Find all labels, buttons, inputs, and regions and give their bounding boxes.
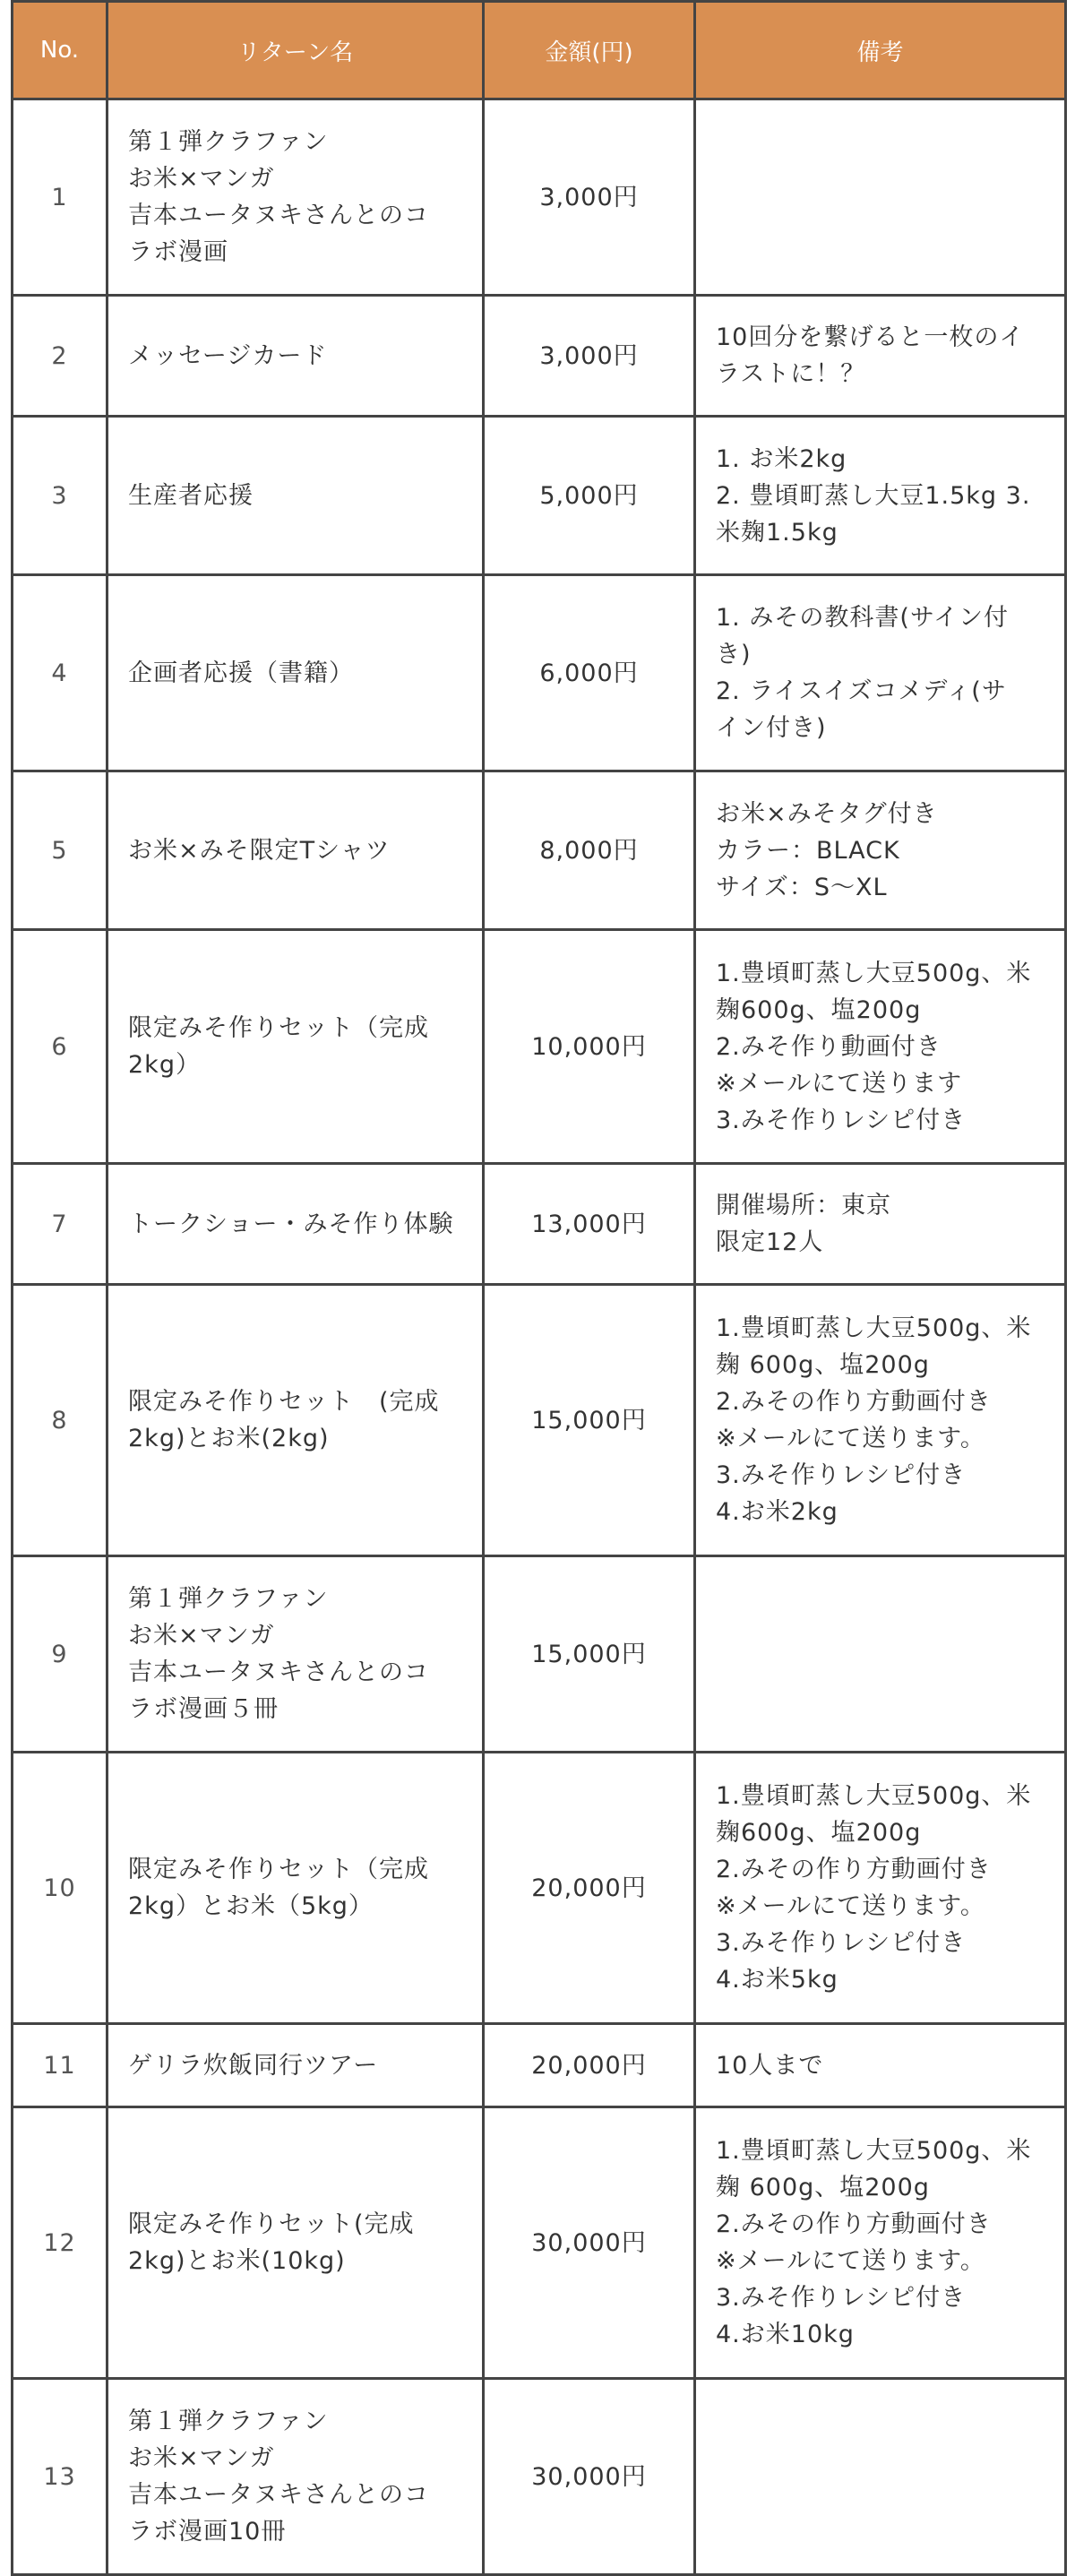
table-row — [13, 1285, 1066, 1556]
header-note: 備考 — [695, 2, 1066, 99]
cell-no: 3 — [13, 417, 108, 575]
note-line: 1. みその教科書(サイン付 — [716, 604, 1009, 632]
note-line: 3.みそ作りレシピ付き — [716, 1929, 967, 1957]
note-line: 2. 豊頃町蒸し大豆1.5kg 3. — [716, 481, 1031, 510]
table-body — [13, 99, 1066, 2575]
cell-note — [695, 930, 1066, 1164]
table-row — [13, 575, 1066, 771]
cell-note — [695, 2107, 1066, 2379]
cell-return-name — [108, 930, 484, 1164]
note-line: サイズ：S〜XL — [716, 873, 888, 901]
cell-price: 5,000円 — [484, 417, 695, 575]
note-line: ※メールにて送ります。 — [716, 2247, 985, 2275]
return-name-line: 2kg） — [128, 1051, 201, 1079]
note-line: ※メールにて送ります。 — [716, 1425, 985, 1452]
cell-return-name — [108, 1285, 484, 1556]
note-line: 2.みその作り方動画付き — [716, 1856, 992, 1883]
cell-note — [695, 1556, 1066, 1753]
note-line: 米麹1.5kg — [716, 518, 838, 547]
return-name-line: 生産者応援 — [128, 481, 254, 510]
cell-price: 8,000円 — [484, 771, 695, 930]
table-row — [13, 1753, 1066, 2024]
table-row — [13, 1164, 1066, 1285]
return-name-line: ラボ漫画５冊 — [128, 1695, 279, 1723]
note-line: 4.お米5kg — [716, 1966, 838, 1994]
table-header — [13, 2, 1066, 99]
cell-no: 6 — [13, 930, 108, 1164]
cell-note — [695, 99, 1066, 296]
table-row — [13, 2107, 1066, 2379]
cell-no: 8 — [13, 1285, 108, 1556]
note-line: 1.豊頃町蒸し大豆500g、米 — [716, 1782, 1032, 1810]
cell-no: 5 — [13, 771, 108, 930]
cell-no: 11 — [13, 2024, 108, 2107]
header-return-name: リターン名 — [108, 2, 484, 99]
note-line: イン付き) — [716, 714, 827, 742]
cell-return-name — [108, 2107, 484, 2379]
cell-note — [695, 1753, 1066, 2024]
cell-price: 20,000円 — [484, 1753, 695, 2024]
table-row — [13, 1556, 1066, 1753]
table-row — [13, 417, 1066, 575]
cell-price: 15,000円 — [484, 1285, 695, 1556]
return-name-line: メッセージカード — [128, 341, 328, 370]
cell-price: 3,000円 — [484, 296, 695, 417]
cell-price: 15,000円 — [484, 1556, 695, 1753]
note-line: 麹600g、塩200g — [716, 1819, 922, 1847]
return-name-line: トークショー・みそ作り体験 — [128, 1210, 454, 1238]
cell-note — [695, 296, 1066, 417]
return-name-line: 2kg)とお米(2kg) — [128, 1425, 330, 1452]
return-name-line: 第１弾クラファン — [128, 1585, 329, 1613]
note-line: 4.お米2kg — [716, 1498, 838, 1526]
note-line: 2.みその作り方動画付き — [716, 1388, 992, 1416]
header-no: No. — [13, 2, 108, 99]
note-line: き) — [716, 641, 752, 668]
cell-price: 13,000円 — [484, 1164, 695, 1285]
note-line: ※メールにて送ります — [716, 1069, 963, 1098]
note-line: ラストに！？ — [716, 360, 866, 388]
return-name-line: 第１弾クラファン — [128, 2408, 329, 2435]
cell-return-name — [108, 99, 484, 296]
table-row — [13, 296, 1066, 417]
cell-return-name — [108, 575, 484, 771]
cell-no: 9 — [13, 1556, 108, 1753]
note-line: 限定12人 — [716, 1228, 824, 1256]
return-name-line: 限定みそ作りセット（完成 — [128, 1856, 429, 1883]
return-name-line: お米×マンガ — [128, 165, 275, 193]
return-name-line: 限定みそ作りセット (完成 — [128, 1388, 440, 1416]
note-line: 1.豊頃町蒸し大豆500g、米 — [716, 2137, 1032, 2165]
note-line: 開催場所：東京 — [716, 1192, 891, 1219]
cell-no: 12 — [13, 2107, 108, 2379]
table-row — [13, 2024, 1066, 2107]
return-name-line: 2kg）とお米（5kg） — [128, 1892, 374, 1920]
cell-return-name — [108, 296, 484, 417]
cell-no: 4 — [13, 575, 108, 771]
return-name-line: 吉本ユータヌキさんとのコ — [128, 202, 429, 229]
return-name-line: ラボ漫画10冊 — [128, 2518, 287, 2546]
note-line: 2. ライスイズコメディ(サ — [716, 677, 1007, 705]
cell-note — [695, 2024, 1066, 2107]
header-price: 金額(円) — [484, 2, 695, 99]
cell-price: 30,000円 — [484, 2379, 695, 2575]
return-name-line: 第１弾クラファン — [128, 128, 329, 156]
return-name-line: 限定みそ作りセット(完成 — [128, 2210, 415, 2238]
return-name-line: お米×みそ限定Tシャツ — [128, 836, 391, 865]
cell-return-name — [108, 2379, 484, 2575]
cell-price: 30,000円 — [484, 2107, 695, 2379]
return-name-line: 2kg)とお米(10kg) — [128, 2247, 346, 2275]
cell-note — [695, 771, 1066, 930]
note-line: 3.みそ作りレシピ付き — [716, 2284, 967, 2312]
table-row — [13, 2379, 1066, 2575]
note-line: 1.豊頃町蒸し大豆500g、米 — [716, 959, 1032, 987]
cell-no: 13 — [13, 2379, 108, 2575]
return-name-line: 吉本ユータヌキさんとのコ — [128, 2481, 429, 2509]
cell-price: 6,000円 — [484, 575, 695, 771]
table-row — [13, 930, 1066, 1164]
cell-note — [695, 1285, 1066, 1556]
note-line: 4.お米10kg — [716, 2321, 855, 2348]
note-line: 麹 600g、塩200g — [716, 1351, 930, 1379]
note-line: 10回分を繋げると一枚のイ — [716, 323, 1025, 351]
note-line: お米×みそタグ付き — [716, 799, 938, 828]
cell-note — [695, 2379, 1066, 2575]
table-row — [13, 99, 1066, 296]
cell-note — [695, 417, 1066, 575]
note-line: カラー：BLACK — [716, 836, 900, 865]
cell-price: 10,000円 — [484, 930, 695, 1164]
cell-no: 1 — [13, 99, 108, 296]
cell-price: 20,000円 — [484, 2024, 695, 2107]
note-line: ※メールにて送ります。 — [716, 1892, 985, 1920]
note-line: 1.豊頃町蒸し大豆500g、米 — [716, 1314, 1032, 1342]
cell-no: 10 — [13, 1753, 108, 2024]
returns-table — [11, 0, 1067, 2576]
cell-note — [695, 575, 1066, 771]
return-name-line: お米×マンガ — [128, 1622, 275, 1650]
return-name-line: 企画者応援（書籍） — [128, 659, 354, 687]
note-line: 10人まで — [716, 2051, 824, 2080]
header-row — [13, 2, 1066, 99]
note-line: 3.みそ作りレシピ付き — [716, 1106, 967, 1134]
note-line: 麹600g、塩200g — [716, 995, 922, 1024]
cell-no: 7 — [13, 1164, 108, 1285]
cell-return-name — [108, 417, 484, 575]
cell-return-name — [108, 1164, 484, 1285]
note-line: 1. お米2kg — [716, 444, 847, 473]
return-name-line: ラボ漫画 — [128, 238, 228, 266]
note-line: 2.みそ作り動画付き — [716, 1032, 942, 1061]
table-row — [13, 771, 1066, 930]
return-name-line: 限定みそ作りセット（完成 — [128, 1014, 429, 1042]
return-name-line: ゲリラ炊飯同行ツアー — [128, 2051, 379, 2080]
cell-no: 2 — [13, 296, 108, 417]
return-name-line: 吉本ユータヌキさんとのコ — [128, 1658, 429, 1686]
cell-note — [695, 1164, 1066, 1285]
note-line: 3.みそ作りレシピ付き — [716, 1461, 967, 1489]
note-line: 2.みその作り方動画付き — [716, 2210, 992, 2238]
note-line: 麹 600g、塩200g — [716, 2174, 930, 2201]
cell-return-name — [108, 2024, 484, 2107]
cell-return-name — [108, 771, 484, 930]
cell-price: 3,000円 — [484, 99, 695, 296]
cell-return-name — [108, 1556, 484, 1753]
cell-return-name — [108, 1753, 484, 2024]
return-name-line: お米×マンガ — [128, 2444, 275, 2472]
